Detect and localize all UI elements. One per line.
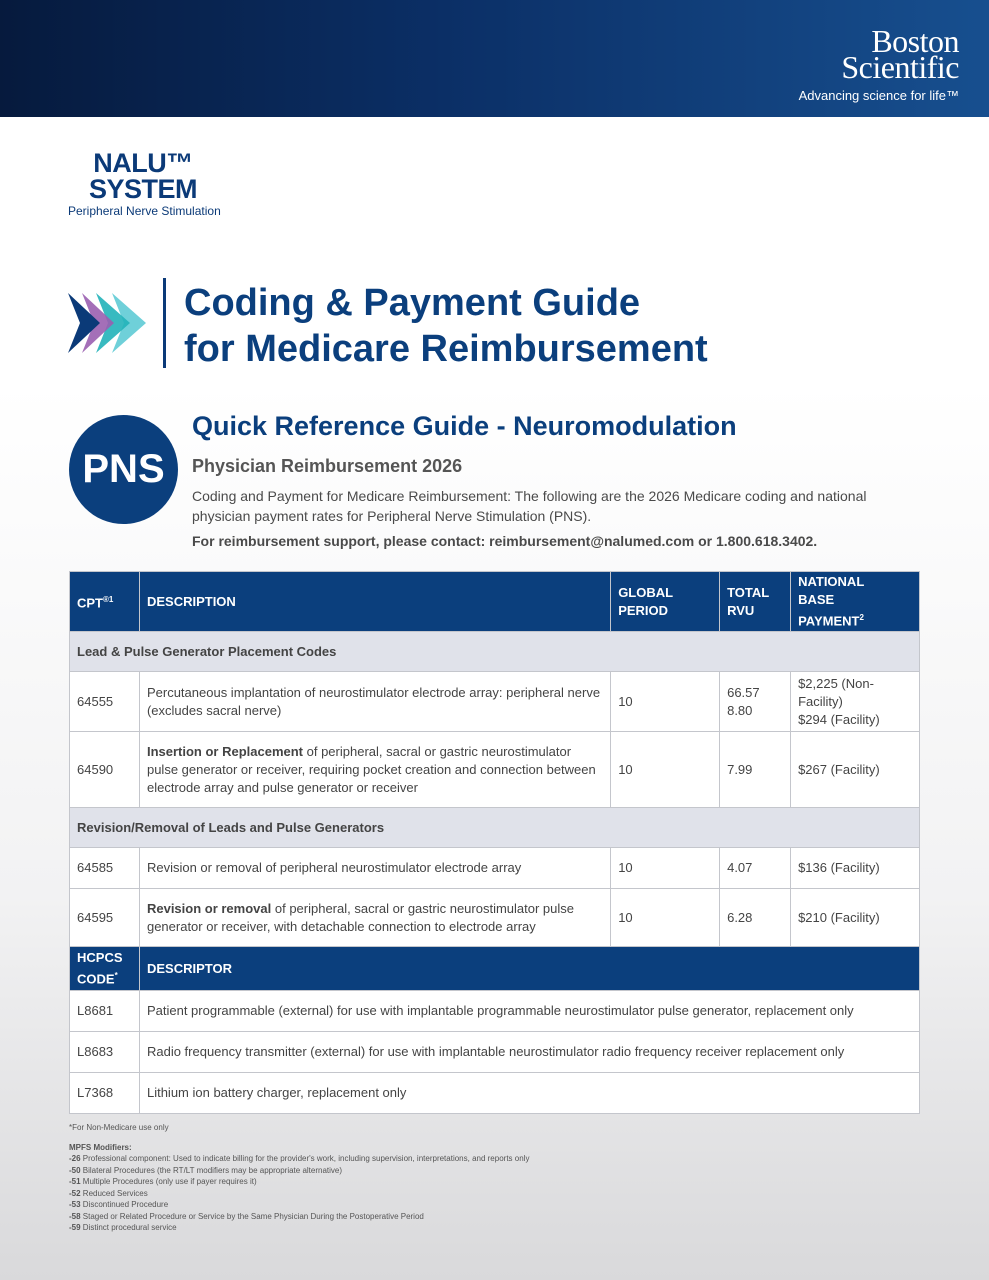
cpt-description: Percutaneous implantation of neurostimulator electrode array: peripheral nerve (excludes sacral nerve) [139, 672, 610, 732]
section-row [70, 632, 920, 672]
modifier-item: -51 Multiple Procedures (only use if payer requires it) [69, 1177, 257, 1186]
nalu-system: SYSTEM [88, 174, 198, 204]
global-period: 10 [611, 848, 720, 889]
total-rvu: 66.57 8.80 [720, 672, 791, 732]
hcpcs-code: L7368 [70, 1073, 140, 1114]
modifier-item: -26 Professional component: Used to indicate billing for the provider's work, including supervision, interpretations, and reports only [69, 1154, 530, 1163]
section-title: Revision/Removal of Leads and Pulse Generators [70, 808, 920, 848]
header-global-period: GLOBAL PERIOD [611, 572, 720, 632]
cpt-header-row [70, 572, 920, 632]
hcpcs-code: L8681 [70, 991, 140, 1032]
section-title: Lead & Pulse Generator Placement Codes [70, 632, 920, 672]
total-rvu: 4.07 [720, 848, 791, 889]
hcpcs-descriptor: Lithium ion battery charger, replacement only [139, 1073, 919, 1114]
table-row [70, 991, 920, 1032]
cpt-table [69, 571, 920, 1114]
total-rvu: 6.28 [720, 889, 791, 947]
nalu-name: NALU™ [93, 148, 193, 178]
pns-badge: PNS [69, 415, 178, 524]
national-payment: $210 (Facility) [791, 889, 920, 947]
national-payment: $136 (Facility) [791, 848, 920, 889]
total-rvu: 7.99 [720, 732, 791, 808]
logo-line-2: Scientific [841, 49, 959, 85]
table-row [70, 1073, 920, 1114]
cpt-code: 64595 [70, 889, 140, 947]
hcpcs-descriptor: Patient programmable (external) for use with implantable programmable neurostimulator pulse generator, replacement only [139, 991, 919, 1032]
header-national-payment: NATIONAL BASE PAYMENT$^2$ [791, 572, 920, 632]
national-payment: $2,225 (Non-Facility) $294 (Facility) [791, 672, 920, 732]
physician-reimbursement-title: Physician Reimbursement 2026 [192, 456, 463, 476]
quick-reference-title: Quick Reference Guide - Neuromodulation [192, 411, 737, 441]
header-description: DESCRIPTION [139, 572, 610, 632]
footnote-star: *For Non-Medicare use only [69, 1123, 169, 1132]
cpt-code: 64585 [70, 848, 140, 889]
global-period: 10 [611, 889, 720, 947]
hcpcs-descriptor: Radio frequency transmitter (external) for use with implantable neurostimulator radio frequency receiver replacement only [139, 1032, 919, 1073]
title-line-1: Coding & Payment Guide [184, 282, 641, 324]
table-row [70, 732, 920, 808]
hcpcs-header-row [70, 947, 920, 991]
national-payment: $267 (Facility) [791, 732, 920, 808]
global-period: 10 [611, 732, 720, 808]
cpt-description: Revision or removal of peripheral neurostimulator electrode array [139, 848, 610, 889]
table-row [70, 1032, 920, 1073]
cpt-description: Insertion or Replacement of peripheral, sacral or gastric neurostimulator pulse generator or receiver, requiring pocket creation and connection between electrode array and pulse generator or receiver [139, 732, 610, 808]
logo-line-1: Boston [871, 23, 959, 59]
title-line-2: for Medicare Reimbursement [184, 328, 708, 370]
intro-text: Coding and Payment for Medicare Reimbursement: The following are the 2026 Medicare coding and national physician payment rates for Peripheral Nerve Stimulation (PNS). [192, 488, 867, 524]
modifier-item: -53 Discontinued Procedure [69, 1200, 169, 1209]
title-divider [163, 278, 166, 368]
header-total-rvu: TOTAL RVU [720, 572, 791, 632]
cpt-code: 64555 [70, 672, 140, 732]
global-period: 10 [611, 672, 720, 732]
modifier-item: -52 Reduced Services [69, 1188, 148, 1198]
nalu-subtitle: Peripheral Nerve Stimulation [68, 204, 221, 218]
boston-scientific-logo [798, 23, 959, 103]
contact-text: For reimbursement support, please contact: reimbursement@nalumed.com or 1.800.618.3402. [192, 533, 818, 549]
chevrons-icon [68, 293, 148, 353]
table-row [70, 672, 920, 732]
header-hcpcs-code: HCPCS CODE* [70, 947, 140, 991]
header-banner [0, 0, 989, 117]
modifier-item: -59 Distinct procedural service [69, 1223, 177, 1232]
nalu-logo [68, 148, 221, 218]
table-row [70, 848, 920, 889]
section-row [70, 808, 920, 848]
modifier-item: -58 Staged or Related Procedure or Service by the Same Physician During the Postoperative Period [69, 1211, 424, 1221]
footnotes [69, 1122, 529, 1234]
cpt-code: 64590 [70, 732, 140, 808]
table-row [70, 889, 920, 947]
modifiers-title: MPFS Modifiers: [69, 1142, 132, 1152]
page-title [184, 280, 708, 372]
modifier-item: -50 Bilateral Procedures (the RT/LT modifiers may be appropriate alternative) [69, 1165, 343, 1175]
header-descriptor: DESCRIPTOR [139, 947, 919, 991]
cpt-description: Revision or removal of peripheral, sacral or gastric neurostimulator pulse generator or receiver, with detachable connection to electrode array [139, 889, 610, 947]
header-cpt: $CPT^{®1}$ [70, 572, 140, 632]
logo-tagline: Advancing science for life™ [798, 88, 959, 103]
hcpcs-code: L8683 [70, 1032, 140, 1073]
